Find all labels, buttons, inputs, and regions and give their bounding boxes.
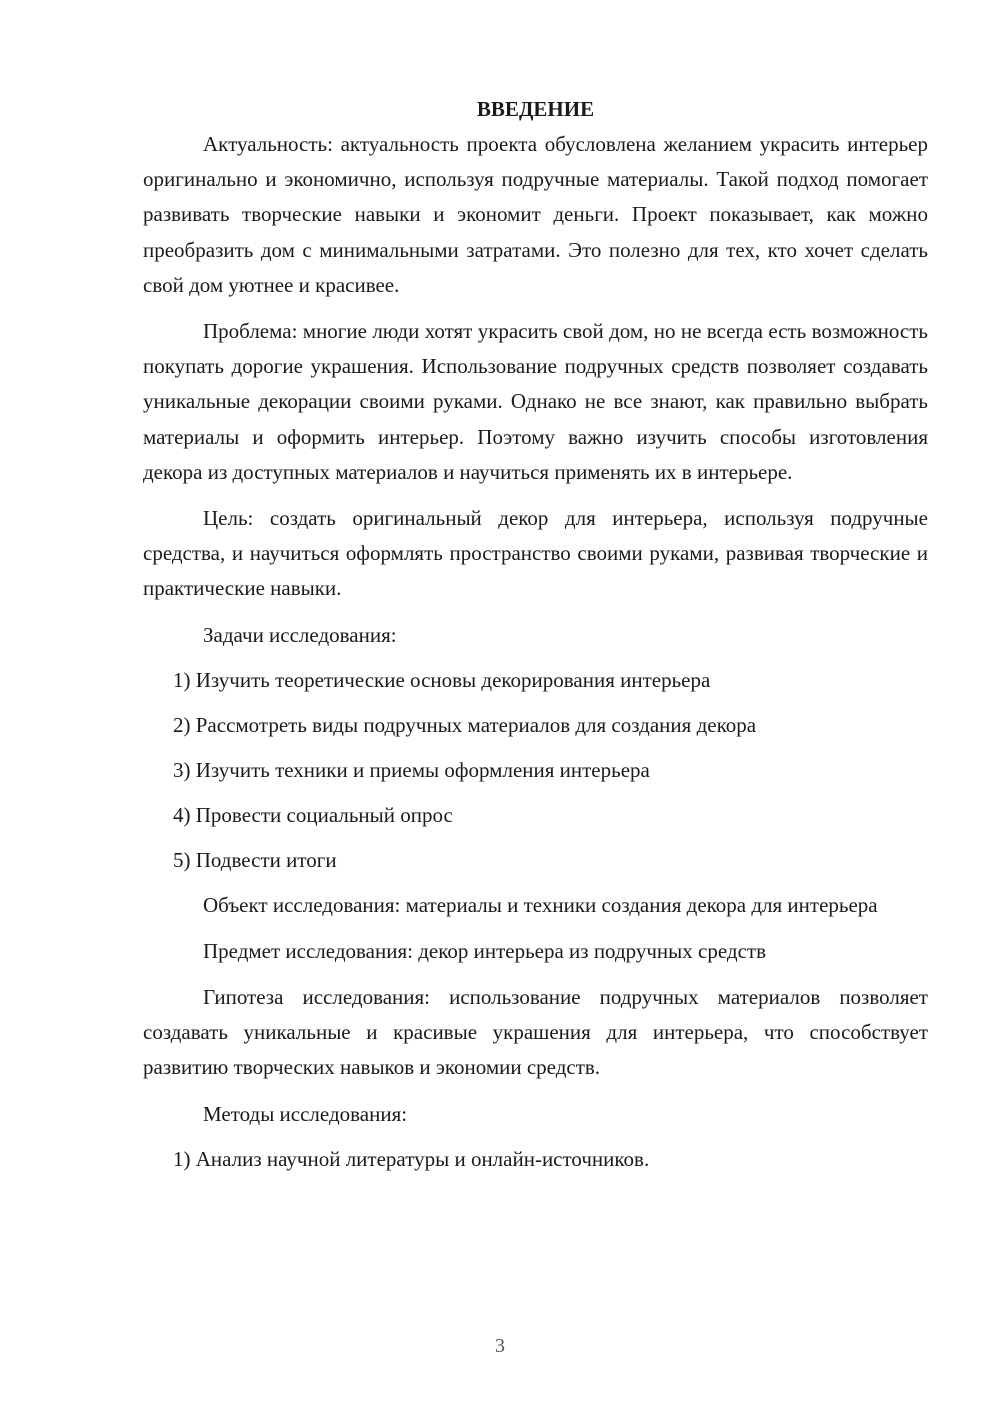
task-item: 4) Провести социальный опрос [173,802,453,827]
subject-paragraph: Предмет исследования: декор интерьера из подручных средств [203,938,766,963]
page-number: 3 [495,1335,505,1357]
object-paragraph: Объект исследования: материалы и техники создания декора для интерьера [203,892,878,917]
task-item: 5) Подвести итоги [173,847,337,872]
task-item: 2) Рассмотреть виды подручных материалов для создания декора [173,712,757,737]
method-item: 1) Анализ научной литературы и онлайн-источников. [173,1146,650,1171]
document-page [143,92,928,1187]
goal-paragraph: Цель: создать оригинальный декор для интерьера, используя подручные средства, и научиться оформлять пространство своими руками, развивая творческие и практические навыки. [143,506,928,601]
task-item: 1) Изучить теоретические основы декорирования интерьера [173,667,711,692]
document-title: ВВЕДЕНИЕ [476,97,595,121]
task-item: 3) Изучить техники и приемы оформления интерьера [173,757,650,782]
problem-paragraph: Проблема: многие люди хотят украсить свой дом, но не всегда есть возможность покупать дорогие украшения. Использование подручных средств позволяет создавать уникальные декорации своими руками. Однако не все знают, как правильно выбрать материалы и оформить интерьер. Поэтому важно изучить способы изготовления декора из доступных материалов и научиться применять их в интерьере. [143,319,928,484]
relevance-paragraph: Актуальность: актуальность проекта обусловлена желанием украсить интерьер оригинально и экономично, используя подручные материалы. Такой подход помогает развивать творческие навыки и экономит деньги. Проект показывает, как можно преобразить дом с минимальными затратами. Это полезно для тех, кто хочет сделать свой дом уютнее и красивее. [143,132,928,297]
tasks-heading: Задачи исследования: [203,622,397,647]
hypothesis-paragraph: Гипотеза исследования: использование подручных материалов позволяет создавать уникальные и красивые украшения для интерьера, что способствует развитию творческих навыков и экономии средств. [143,985,928,1080]
methods-heading: Методы исследования: [203,1101,408,1126]
